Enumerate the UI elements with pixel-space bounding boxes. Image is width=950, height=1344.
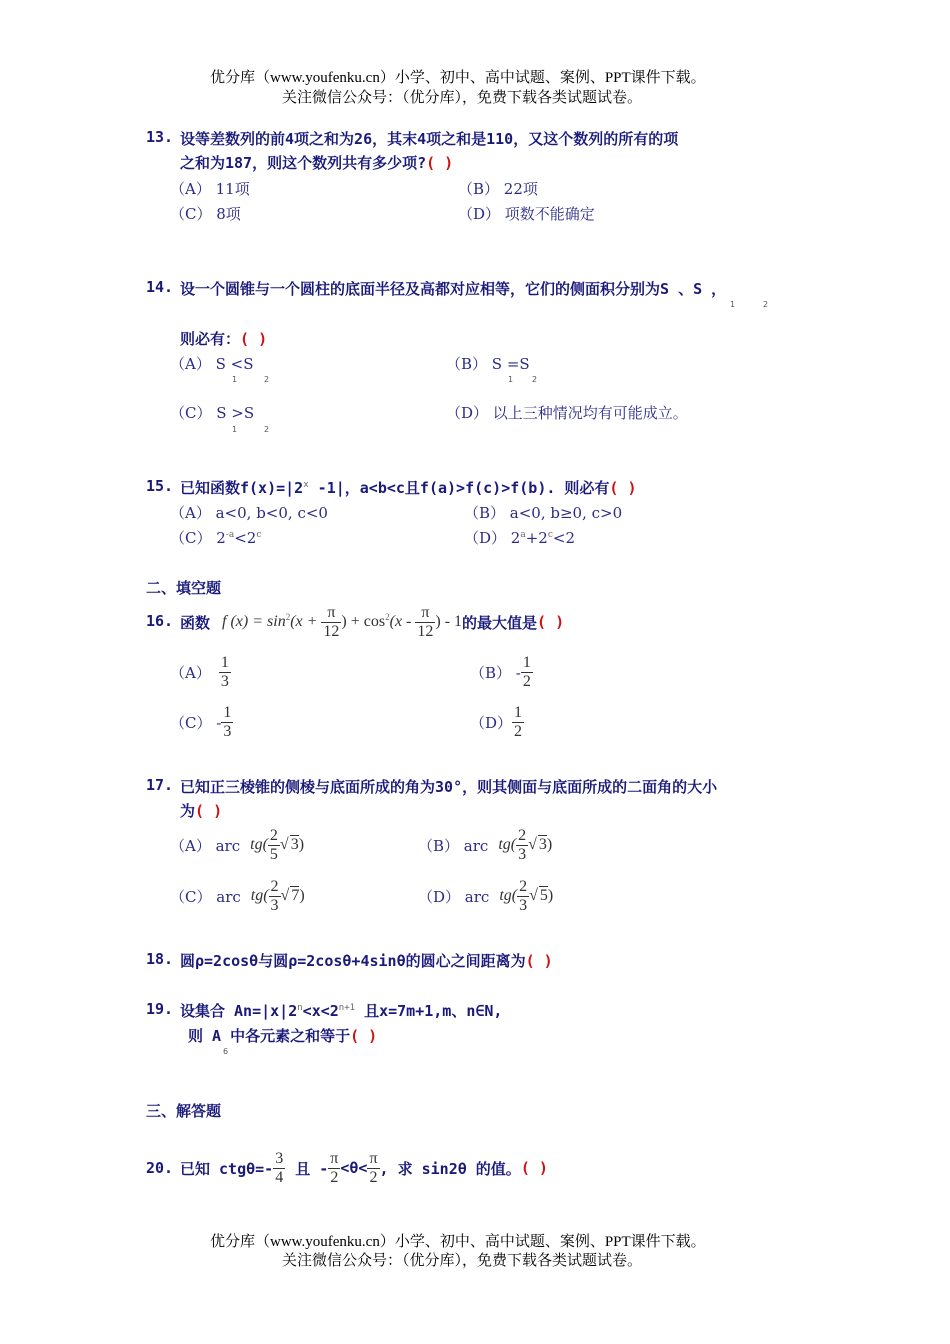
q14-answer-paren: ( ) (240, 330, 268, 348)
q15-number: 15. (146, 477, 174, 495)
q14-option-c: （C） S >S (170, 404, 255, 422)
q14-number: 14. (146, 278, 174, 296)
q13-text-line2: 之和为187，则这个数列共有多少项?( ) (180, 154, 454, 172)
q19-answer-paren: ( ) (350, 1027, 378, 1045)
q17-option-a: （A） arc tg( $\frac{2}{5}$ √ 3) (170, 826, 305, 863)
header-line-1: 优分库（www.youfenku.cn）小学、初中、高中试题、案例、PPT课件下载。 (210, 70, 706, 86)
q16-option-b: （B） - $\frac{1}{2}$ (470, 653, 531, 690)
q20-number: 20. (146, 1159, 174, 1177)
q13-option-c: （C） 8项 (170, 205, 241, 223)
q13-answer-paren: ( ) (426, 154, 454, 172)
q18-answer-paren: ( ) (525, 952, 553, 970)
q17-number: 17. (146, 776, 174, 794)
q13-text-line1: 设等差数列的前4项之和为26，其末4项之和是110，又这个数列的所有的项 (180, 130, 679, 148)
q15-answer-paren: ( ) (609, 479, 637, 497)
q19-subscript: 6 (223, 1047, 229, 1056)
header-line-2: 关注微信公众号：（优分库），免费下载各类试题试卷。 (282, 90, 643, 106)
q17-option-b: （B） arc tg( $\frac{2}{3}$ √ 3) (418, 826, 553, 863)
q14-option-a: （A） S <S (170, 355, 254, 373)
q16-answer-paren: ( ) (537, 613, 565, 631)
q16-option-c: （C） - $\frac{1}{3}$ (170, 703, 232, 740)
q15-exponent: x (303, 480, 309, 490)
q14-a-sub1: 1 (232, 375, 238, 384)
q17-option-c: （C） arc tg( $\frac{2}{3}$ √ 7) (170, 877, 305, 914)
q13-option-b: （B） 22项 (458, 180, 538, 198)
q19-text-line1: 设集合 $An=|x|2^n<x<2^{n+1}$ 且x=7m+1,m、n∈N, (180, 1002, 503, 1020)
q16-formula: f $(x) = \sin^2(x$ + $\frac{\pi}{12}$ ) + $\cos^2(x$ - $\frac{\pi}{12}$ ) - 1 (222, 603, 463, 640)
q14-option-d: （D） 以上三种情况均有可能成立。 (446, 404, 688, 422)
section-fill-in-heading: 二、填空题 (146, 579, 222, 597)
q14-text-line2: 则必有：( ) (180, 330, 268, 348)
q14-subscript-2: 2 (763, 300, 769, 309)
q13-option-d: （D） 项数不能确定 (458, 205, 595, 223)
q14-b-sub1: 1 (508, 375, 514, 384)
q14-a-sub2: 2 (264, 375, 270, 384)
footer-line-2: 关注微信公众号：（优分库），免费下载各类试题试卷。 (282, 1253, 643, 1269)
q13-number: 13. (146, 128, 174, 146)
q17-text-line1: 已知正三棱锥的侧棱与底面所成的角为30°，则其侧面与底面所成的二面角的大小 (180, 778, 718, 796)
q18-number: 18. (146, 950, 174, 968)
q14-c-sub1: 1 (232, 425, 238, 434)
q15-text: 已知函数$f(x)=|2^x$ -1|，a<b<c且f(a)>f(c)>f(b). 则必有( ) (180, 479, 637, 497)
q20-text: 已知 ctgθ=- $\frac{3}{4}$ 且 - $\frac{\pi}{2}$ <θ< $\frac{\pi}{2}$ , 求 sin2θ 的值。 ( ) (180, 1149, 548, 1186)
q17-text-line2: 为( ) (180, 802, 223, 820)
q14-option-b: （B） S =S (446, 355, 530, 373)
q14-text-line1: 设一个圆锥与一个圆柱的底面半径及高都对应相等，它们的侧面积分别为S 、S ， (180, 280, 727, 298)
q19-number: 19. (146, 1000, 174, 1018)
q16-number: 16. (146, 612, 174, 630)
q17-answer-paren: ( ) (195, 802, 223, 820)
q16-option-a: （A） $\frac{1}{3}$ (170, 653, 229, 690)
q20-answer-paren: ( ) (520, 1159, 548, 1177)
q18-text: 圆ρ=2cosθ与圆ρ=2cosθ+4sinθ的圆心之间距离为( ) (180, 952, 553, 970)
footer-line-1: 优分库（www.youfenku.cn）小学、初中、高中试题、案例、PPT课件下载。 (210, 1234, 706, 1250)
q15-option-d: （D） $2^a+2^c<2$ (464, 529, 576, 547)
q14-c-sub2: 2 (264, 425, 270, 434)
q16-text: 函数 f $(x) = \sin^2(x$ + $\frac{\pi}{12}$ ) + $\cos^2(x$ - $\frac{\pi}{12}$ ) - 1 的最大值是 ( ) (180, 603, 565, 640)
q15-option-c: （C） $2^{-a}<2^c$ (170, 529, 262, 547)
q15-option-a: （A） a<0, b<0, c<0 (170, 504, 328, 522)
q14-subscript-1: 1 (730, 300, 736, 309)
section-answer-heading: 三、解答题 (146, 1102, 222, 1120)
q16-option-d: （D） $\frac{1}{2}$ (470, 703, 523, 740)
q15-option-b: （B） a<0, b≥0, c>0 (464, 504, 623, 522)
q19-text-line2: 则 A 中各元素之和等于( ) (188, 1027, 378, 1045)
q14-b-sub2: 2 (532, 375, 538, 384)
q13-option-a: （A） 11项 (170, 180, 250, 198)
q17-option-d: （D） arc tg( $\frac{2}{3}$ √ 5) (418, 877, 554, 914)
